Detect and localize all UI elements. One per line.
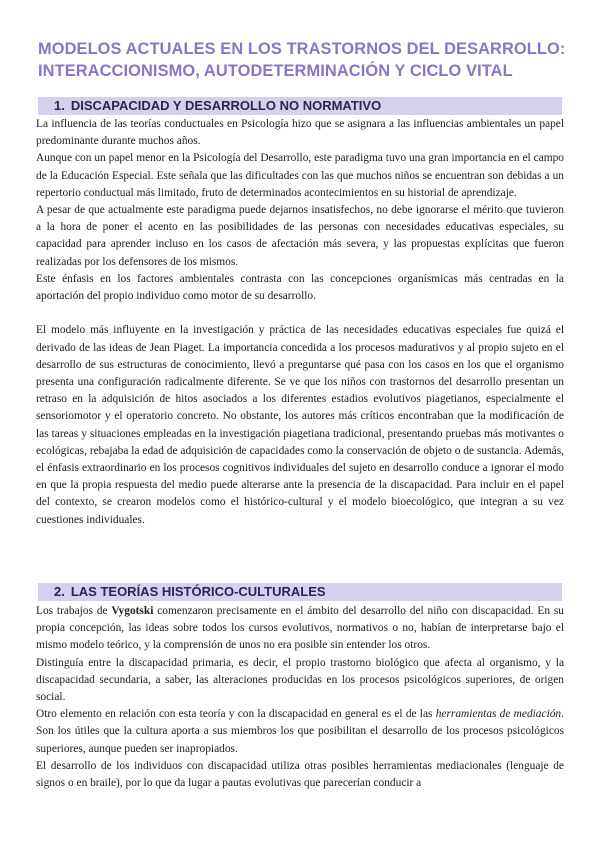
document-title-line-1: MODELOS ACTUALES EN LOS TRASTORNOS DEL DESARROLLO: <box>38 40 566 58</box>
paragraph: La influencia de las teorías conductuales en Psicología hizo que se asignara a las influencias ambientales un papel predominante durante muchos años. <box>36 118 564 148</box>
paragraph-text: Otro elemento en relación con esta teoría y con la discapacidad en general es el de las <box>36 708 436 721</box>
section-2-title: LAS TEORÍAS HISTÓRICO-CULTURALES <box>70 584 326 599</box>
paragraph <box>36 706 564 758</box>
section-2-header <box>38 583 562 601</box>
section-1-title: DISCAPACIDAD Y DESARROLLO NO NORMATIVO <box>70 98 382 113</box>
paragraph-text: . Son los útiles que la cultura aporta a sus miembros los que posibilitan el desarrollo de los procesos psicológicos superiores, aunque pueden ser inapropiados. <box>36 708 564 755</box>
paragraph-text: comenzaron precisamente en el ámbito del desarrollo del niño con discapacidad. En su propia concepción, las ideas sobre todos los cursos evolutivos, normativos o no, habían de interpretarse bajo el mismo modelo teórico, y la comprensión de unos no era posible sin entender los otros. <box>36 605 564 652</box>
author-name: Vygotski <box>111 605 154 617</box>
section-2-body <box>36 603 564 792</box>
paragraph: A pesar de que actualmente este paradigma puede dejarnos insatisfechos, no debe ignorarse el mérito que tuvieron a la hora de poner el acento en las posibilidades de las personas con necesidades educativas especiales, su capacidad para aprender incluso en los casos de afectación más severa, y las propuestas explícitas que fueron realizadas por los defensores de los mismos. <box>36 204 564 268</box>
emphasized-term: herramientas de mediación <box>435 708 562 721</box>
document-title-line-2: INTERACCIONISMO, AUTODETERMINACIÓN Y CICLO VITAL <box>38 62 513 80</box>
section-2-number: 2. <box>54 584 65 599</box>
section-1-body <box>36 116 564 529</box>
paragraph: Este énfasis en los factores ambientales contrasta con las concepciones organísmicas más centradas en la aportación del propio individuo como motor de su desarrollo. <box>36 272 564 303</box>
paragraph: Distinguía entre la discapacidad primaria, es decir, el propio trastorno biológico que afecta al organismo, y la discapacidad secundaria, a saber, las alteraciones producidas en los procesos psicológicos superiores, de origen social. <box>36 656 564 704</box>
document-title <box>38 38 568 82</box>
paragraph: El modelo más influyente en la investigación y práctica de las necesidades educativas especiales fue quizá el derivado de las ideas de Jean Piaget. La importancia concedida a los procesos madurativos y al propio sujeto en el desarrollo de sus estructuras de conocimiento, llevó a preguntarse qué pasa con los casos en los que el organismo presenta una configuración radicalmente diferente. Se ve que los niños con trastornos del desarrollo presentan un retraso en la adquisición de hitos asociados a los diferentes estadios evolutivos piagetianos, especialmente el sensoriomotor y el operatorio concreto. No obstante, los autores más críticos encontraban que la modificación de las tareas y situaciones empleadas en la investigación piagetiana tradicional, presentando pruebas más motivantes o ecológicas, rebajaba la edad de adquisición de capacidades como la conservación de objeto o de sustancia. Además, el énfasis extraordinario en los procesos cognitivos individuales del sujeto en desarrollo conduce a ignorar el modo en que la propia respuesta del medio puede alterarse ante la presencia de la discapacidad. Para incluir en el papel del contexto, se crearon modelos como el histórico-cultural y el modelo bioecológico, que integran a su vez cuestiones individuales. <box>36 324 564 526</box>
paragraph: Aunque con un papel menor en la Psicología del Desarrollo, este paradigma tuvo una gran importancia en el campo de la Educación Especial. Este señala que las dificultades con las que muchos niños se encuentran son debidas a un repertorio conductual más limitado, fruto de determinados acontecimientos en su historial de aprendizaje. <box>36 152 564 199</box>
paragraph: El desarrollo de los individuos con discapacidad utiliza otras posibles herramientas mediacionales (lenguaje de signos o en braile), por lo que da lugar a pautas evolutivas que parecerían conducir a <box>36 759 564 790</box>
paragraph <box>36 603 564 655</box>
paragraph-text: Los trabajos de <box>36 605 112 617</box>
section-1-header <box>38 97 562 115</box>
paragraph-spacer <box>36 305 564 322</box>
section-1-number: 1. <box>54 98 65 113</box>
